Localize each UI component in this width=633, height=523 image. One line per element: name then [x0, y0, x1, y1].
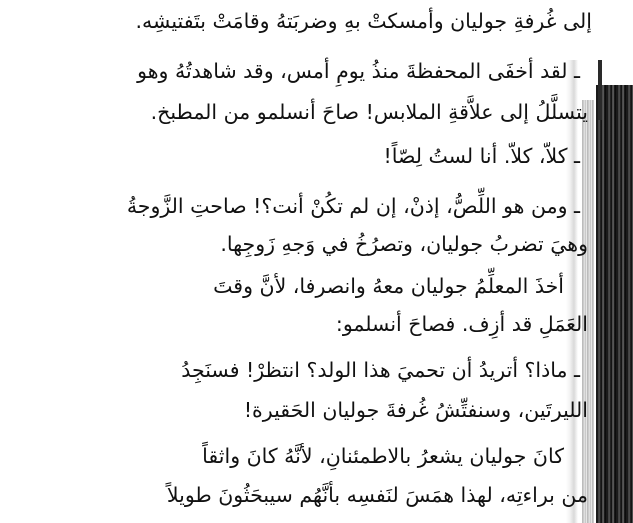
text-line: العَمَلِ قد أزِف. فصاحَ أنسلمو:: [335, 312, 588, 336]
text-line: الليرتَين، وسنفتِّشُ غُرفةَ جوليان الحَقيرة!: [243, 398, 588, 422]
spine-mark: [598, 60, 602, 120]
text-line: ـ ومن هو اللِّصُّ، إذنْ، إن لم تكُنْ أنت؟! صاحتِ الزَّوجةُ: [126, 194, 580, 218]
text-line: ـ كلاّ، كلاّ. أنا لستُ لِصّاً!: [383, 144, 580, 168]
text-column: [8, 0, 592, 523]
text-line: وهيَ تضربُ جوليان، وتصرُخُ في وَجهِ زَوجِها.: [220, 232, 588, 256]
text-line: يتسلَّلُ إلى علاَّقةِ الملابس! صاحَ أنسلمو من المطبخ.: [150, 100, 588, 124]
text-line: ـ لقد أخفَى المحفظةَ منذُ يومِ أمس، وقد شاهدتُهُ وهو: [137, 59, 580, 83]
text-line: إلى غُرفةِ جوليان وأمسكتْ بهِ وضربَتهُ وقامَتْ بتَفتيشِه.: [135, 9, 592, 33]
text-line: من براءتِه، لهذا همَسَ لنَفسِه بأنَّهُم سيبحَثُونَ طويلاً: [166, 483, 588, 507]
text-line: ـ ماذا؟ أتريدُ أن تحميَ هذا الولد؟ انتظرْ! فسنَجِدُ: [181, 358, 580, 382]
spine-texture: [596, 85, 633, 523]
text-line: أخذَ المعلِّمُ جوليان معهُ وانصرفا، لأنَّ وقتَ: [213, 274, 564, 298]
text-line: كانَ جوليان يشعرُ بالاطمئنانِ، لأنَّهُ كانَ واثقاً: [202, 444, 564, 468]
